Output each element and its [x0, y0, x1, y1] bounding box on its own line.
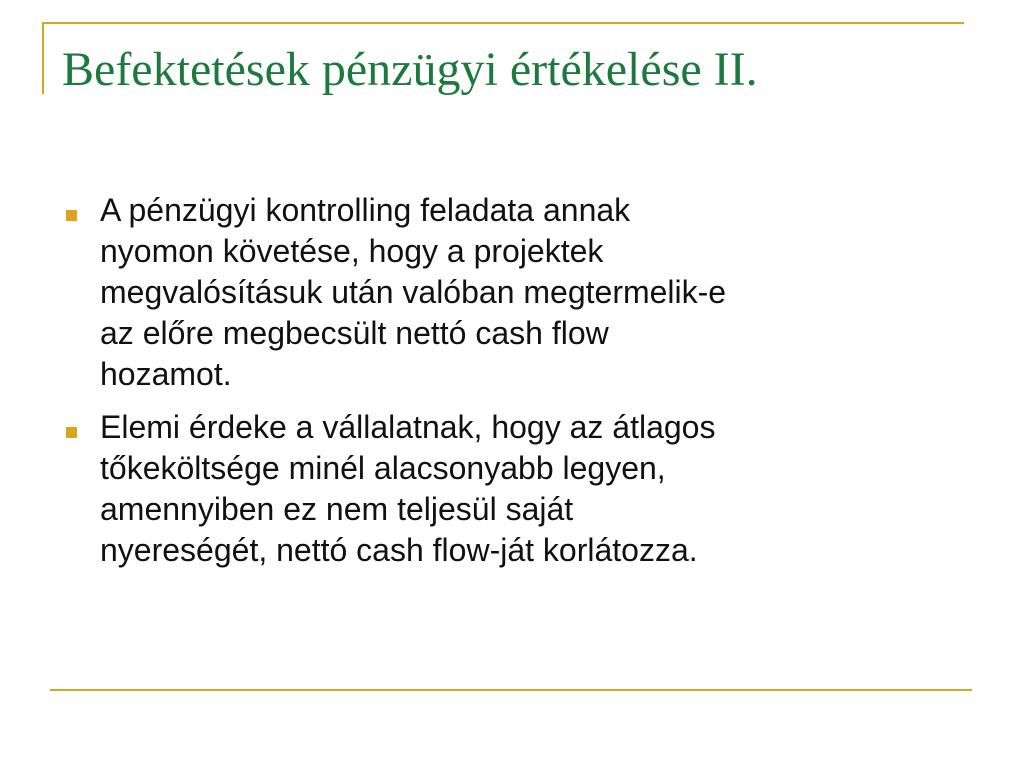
frame-bottom-rule: [50, 689, 972, 691]
bullet-text-line: megvalósításuk után valóban megtermelik-e: [100, 274, 727, 310]
frame-left-rule: [42, 22, 44, 94]
bullet-text-line: amennyiben ez nem teljesül saját: [100, 491, 574, 527]
bullet-text-line: tőkeköltsége minél alacsonyabb legyen,: [100, 450, 666, 486]
bullet-text-line: nyomon követése, hogy a projektek: [100, 233, 604, 269]
bullet-item-1: [62, 190, 962, 395]
bullet-text-line: nyereségét, nettó cash flow-ját korlátozza.: [100, 532, 698, 568]
slide-title: Befektetések pénzügyi értékelése II.: [62, 43, 758, 96]
bullet-text-line: A pénzügyi kontrolling feladata annak: [100, 192, 631, 228]
frame-top-rule: [42, 22, 964, 24]
square-bullet-icon: [66, 210, 77, 221]
bullet-item-2: [62, 407, 962, 571]
bullet-text-line: hozamot.: [100, 356, 232, 392]
square-bullet-icon: [66, 427, 77, 438]
bullet-text-line: az előre megbecsült nettó cash flow: [100, 315, 609, 351]
bullet-list: [62, 190, 962, 583]
bullet-text-line: Elemi érdeke a vállalatnak, hogy az átlagos: [100, 409, 716, 445]
